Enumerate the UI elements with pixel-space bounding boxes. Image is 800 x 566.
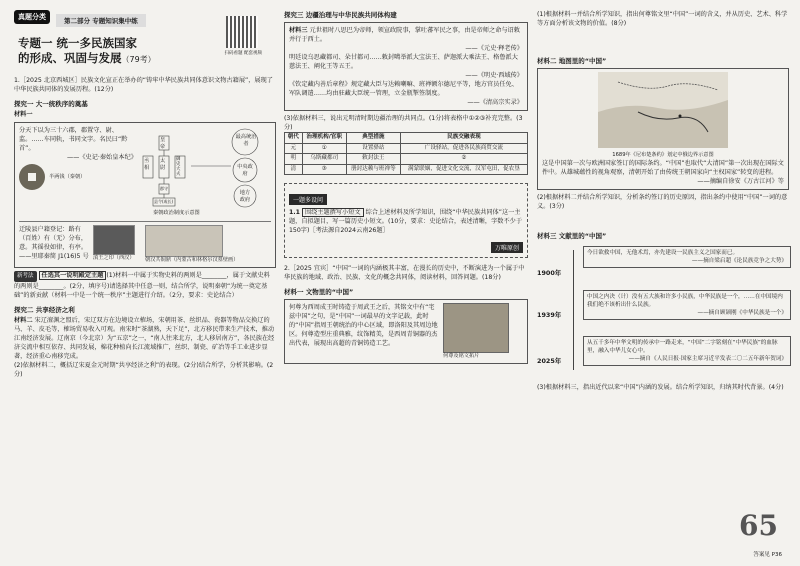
- mat3a-text: 元世祖时八思巴为帝师，领宣政院事，掌吐蕃军民之事，由是帝师之命与诏敕并行于西土。: [289, 27, 520, 43]
- table-header: [285, 133, 528, 144]
- material2-text: 宋辽澶渊之盟后，宋辽双方在边境设立榷场，宋朝用茶、丝织品、瓷器等物品交换辽的马、羊、皮毛等，榷场贸易收入可观。南宋时“茶湖熟，天下足”，北方移民带来生产技术，推动江南经济发展。辽南京（今北京）为“五京”之一，“南人往来北方，北人移居南方”，各民族在经济交流中相互依存、共同发展，棉花种植向长江流域推广，丝织、制瓷、矿冶等手工业进步显著，经济重心南移完成。: [14, 317, 275, 360]
- table-row: [285, 143, 528, 154]
- timeline-source: ——摘自《人民日报·国家主席习近平发表二〇二五年新年贺词》: [628, 356, 787, 362]
- material3-box: [284, 22, 528, 111]
- timeline-entry: [583, 246, 791, 268]
- material2-label: 材料二: [14, 317, 33, 324]
- chart-node-supreme: 最高统治者: [235, 134, 257, 147]
- table-row: [285, 154, 528, 165]
- part-label: 第二部分 专题知识集中练: [56, 14, 146, 27]
- quote2-source: ——里耶秦简 J1(16)5 号: [19, 253, 89, 260]
- table-row: [285, 164, 528, 175]
- q2-task1: (1)根据材料一并结合所学知识，指出何尊铭文里“中国”一词的含义，并从历史、艺术、科学等方面分析该文物的价值。(8分): [537, 11, 788, 27]
- chart-title: 秦朝政治制度示意图: [153, 210, 200, 216]
- mural-caption: 朝汉共铜鼎（内蒙古和林格尔汉墓壁画）: [145, 257, 239, 263]
- qr-code[interactable]: [226, 16, 258, 48]
- page-number: 65: [739, 509, 778, 542]
- cell: ①: [302, 143, 346, 154]
- timeline-source: ——摘自梁启超《论民族竞争之大势》: [691, 258, 787, 264]
- q1-explore1: 探究一 大一统秩序的奠基: [14, 100, 88, 108]
- task3: (3)依据材料三，说出元明清时期边疆治理的共同点。(1分)将表格中①②③补充完整。(3分): [284, 115, 523, 131]
- seal-image: [93, 225, 135, 255]
- chart-node-local: 地方政府: [239, 190, 251, 203]
- bronze-caption: 何尊及铭文拓片: [443, 353, 480, 359]
- mat3a-source: ——《元史·释老传》: [465, 45, 523, 52]
- th-institution: 治理机构/官职: [302, 133, 346, 144]
- mat3c-source: ——《清高宗实录》: [467, 99, 523, 106]
- new-method-tag: 新考法: [14, 271, 37, 282]
- cell: ②: [400, 154, 527, 165]
- timeline: [537, 244, 789, 379]
- inset-brand: 万唯原创: [491, 242, 523, 253]
- inset-text: [289, 208, 523, 235]
- column-right: [537, 10, 789, 392]
- header-badge: 真题分类: [14, 10, 50, 24]
- chart-node-emperor: 皇帝: [160, 137, 166, 150]
- qr-label: 扫码看题 配套视频: [224, 51, 262, 56]
- q2-material1-box: [284, 299, 528, 364]
- timeline-entry: [583, 290, 791, 320]
- q2-mat1-text: 何尊为西周成王时铸造于周武王之后，其铭文中有“宅兹中国”之句，是“中国”一词最早的文字记载，此时的“中国”指周王朝统治的中心区域，即洛阳及其周边地区。何尊造型庄重典雅，纹饰精美，是西周青铜器的杰出代表，展现出高超的青铜铸造工艺。: [289, 304, 438, 347]
- chart-node-censor: 御史大夫: [176, 157, 181, 177]
- timeline-entry: [583, 336, 791, 366]
- explore3: 探究三 边疆治理与中华民族共同体构建: [284, 11, 397, 19]
- topic-title: [18, 36, 156, 67]
- q2-mat2-source: ——摘编自徐安《万古江河》等: [697, 178, 784, 185]
- timeline-text: 今日欲救中国，无他术焉，亦先建设一民族主义之国家而已。: [587, 250, 739, 256]
- quote2: 迁陵县户籍登记：路有（百姓）有（无）分布，意。其徭役如律，有亭。: [19, 226, 88, 251]
- q1-stem: 1.［2025 北京西城区］民族文化宣正在举办的“铸牢中华民族共同体意识文物古籍展”，展现了中华民族共同体的发展历程。(12分): [14, 77, 273, 93]
- task1: [14, 271, 276, 300]
- q2-task2: (2)根据材料二并结合所学知识，分析条约签订的历史原因，指出条约中使用“中国”一词的意义。(3分): [537, 194, 788, 210]
- timeline-text: 从五千多年中华文明的传承中一路走来，“中国”二字铭刻在“中华民族”的血脉里，融入中华儿女心中。: [587, 340, 778, 354]
- topic-line1: 专题一 统一多民族国家: [18, 36, 138, 50]
- timeline-axis: [573, 250, 574, 370]
- q2-task3: (3)根据材料三，指出近代以来“中国”内涵的发展。结合所学知识，归纳其时代背景。(4分): [537, 384, 784, 391]
- q2-mat3-title: 材料三 文献里的“中国”: [537, 232, 607, 240]
- government-chart: [141, 126, 269, 218]
- topic-line2: 的形成、巩固与发展: [18, 51, 122, 65]
- q1-mat1-label: 材料一: [14, 111, 33, 118]
- column-left: [14, 10, 276, 379]
- coin-image: [19, 164, 45, 190]
- task1-box: 任选其一说明殿定主题: [39, 271, 107, 280]
- chart-node-central: 中央政府: [237, 164, 253, 177]
- cell: 敕封法王: [346, 154, 400, 165]
- answer-reference[interactable]: 答案见 P36: [753, 552, 782, 558]
- th-measure: 典型措施: [346, 133, 400, 144]
- q2-mat2-title: 材料二 地图里的“中国”: [537, 57, 607, 65]
- cell: 满蒙联姻，促进文化交流，汉军屯田，促农垦: [400, 164, 527, 175]
- mat3c: 《钦定藏内善后章程》规定藏大臣与达赖喇嘛、班禅额尔德尼平等，地方官员任免、军队调遣……均由驻藏大臣统一管理，立金瓶掣签制度。: [289, 81, 518, 97]
- chart-node-magistrate: 县令(或长): [154, 199, 174, 204]
- topic-header: [14, 10, 276, 76]
- timeline-year: 1900年: [537, 269, 562, 277]
- cell: 广设驿站，促进各民族商贸交流: [400, 143, 527, 154]
- governance-table: [284, 132, 528, 175]
- timeline-year: 2025年: [537, 357, 562, 365]
- q2-mat1-title: 材料一 文物里的“中国”: [284, 288, 354, 296]
- map-caption: 1689年《尼布楚条约》划定中俄边界示意图: [612, 152, 714, 158]
- cell: 乌斯藏都司: [302, 154, 346, 165]
- chart-node-chancellor: 丞相: [144, 158, 150, 171]
- inset-box: [284, 183, 528, 258]
- topic-count: （79考）: [121, 55, 156, 64]
- q1-explore2: 探究二 共享经济之利: [14, 306, 75, 314]
- coin-caption: 半两钱（秦朝）: [49, 173, 86, 180]
- column-middle: [284, 10, 528, 367]
- material1-box: [14, 122, 276, 268]
- quote1: 分天下以为三十六郡，郡置守、尉、监。……车同轨，书同文字。名民曰“黔首”。: [19, 127, 128, 152]
- th-dynasty: 朝代: [285, 133, 303, 144]
- inset-number: 1.1: [289, 209, 300, 216]
- mat3-label: 材料三: [289, 27, 308, 34]
- bronze-image: [443, 303, 509, 353]
- cell: 元: [285, 143, 303, 154]
- mat3b-source: ——《明史·西域传》: [465, 72, 523, 79]
- q2-stem: 2.［2025 宜宾］“中国”一词的内涵极其丰富，在漫长的历史中，不断演进为一个属于中华民族的地域、政治、民族、文化的概念共同体，阅读材料，回答问题。(18分): [284, 265, 525, 281]
- cell: 明: [285, 154, 303, 165]
- mat3b: 明廷设乌思藏都司、朵甘都司……敕封噶举派大宝法王、萨迦派大乘法王、格鲁派大慈法王、阐化王等五王。: [289, 54, 518, 70]
- timeline-year: 1939年: [537, 311, 562, 319]
- th-integration: 民族交融表现: [400, 133, 527, 144]
- cell: 设置驿站: [346, 143, 400, 154]
- chart-node-prefect: 郡守: [160, 186, 168, 191]
- inset-box-label: 围绕主题撰写小短文: [302, 208, 364, 217]
- cell: ③: [302, 164, 346, 175]
- quote1-source: ——《史记·秦始皇本纪》: [66, 154, 137, 161]
- mat3a: [289, 26, 523, 44]
- mural-image: [145, 225, 223, 257]
- seal-caption: 滇王之印（西汉）: [93, 255, 135, 261]
- cell: 册封达赖与班禅等: [346, 164, 400, 175]
- q2-mat2-text: 这是中国第一次与欧洲国家签订的国际条约。“中国”也取代“大清国”第一次出现在国际文件中。从雄城蕴性的视角观察，清朝开始了由传统王朝国家向“主权国家”转变的进程。: [542, 160, 784, 176]
- inset-body: 综合上述材料及所学知识，围绕“中华民族共同体”这一主题，自拟题目，写一篇历史小短文。(10分，要求：史论结合，表述清晰，字数不少于150字)［考法源自2024云南26题］: [289, 209, 523, 234]
- task1-text: (1)材料一中属于实物史料的两则是________，属于文献史料的两则是________。(2分，填序号)请选择其中任意一则，结合所学，说明秦朝“为统一奠定基础”的新贡献（材料一中是一个统一秩序”主题进行介绍。（2分，要求：史论结合）: [14, 272, 270, 299]
- chart-node-taiwei: 太尉: [160, 158, 166, 171]
- material2: [14, 316, 276, 361]
- cell: 清: [285, 164, 303, 175]
- treaty-map: [598, 72, 728, 148]
- inset-tag: 一题多设问: [289, 194, 327, 205]
- timeline-source: ——摘自顾颉刚《中华民族是一个》: [697, 310, 787, 316]
- q2-material2-box: [537, 68, 789, 190]
- task2: (2)依据材料二，概括辽宋夏金元时期“共享经济之利”的表现。(2分)结合所学，分析其影响。(2分): [14, 362, 274, 378]
- timeline-text: 中国之内决（计）没有五大族和许多小民族，中华民族是一个，……在中国境内我们绝不该析出什么民族。: [587, 294, 783, 308]
